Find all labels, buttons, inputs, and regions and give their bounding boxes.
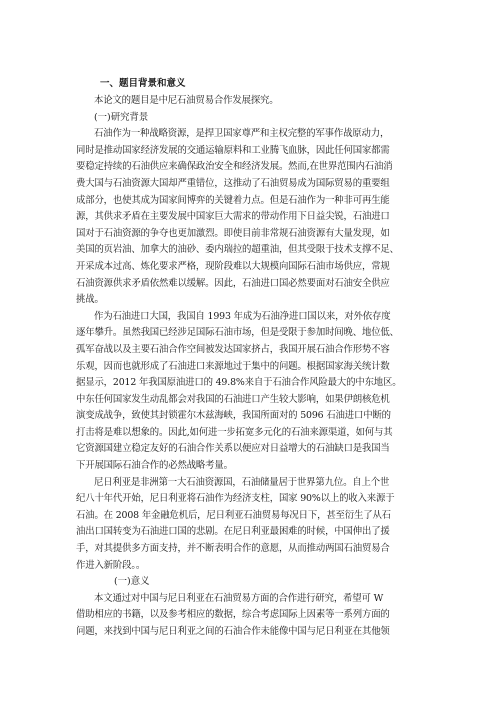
paragraph-line: 乐观，因而也就形成了石油进口来源地过于集中的问题。根据国家海关统计数 bbox=[76, 360, 390, 372]
paragraph-line: 石油作为一种战略资源，是捍卫国家尊严和主权完整的军事作战原动力， bbox=[94, 128, 390, 140]
paragraph-line: 逐年攀升。虽然我国已经涉足国际石油市场，但是受限于参加时间晚、地位低、 bbox=[76, 327, 399, 339]
paragraph-1 bbox=[76, 126, 440, 309]
paragraph-4 bbox=[76, 591, 440, 641]
paragraph-line: 费大国与石油资源大国却严重错位，这推动了石油贸易成为国际贸易的重要组 bbox=[76, 177, 390, 189]
paragraph-line: 打击将是难以想象的。因此,如何进一步拓宽多元化的石油来源渠道，如何与其 bbox=[76, 426, 393, 438]
paragraph-line: 作进入新阶段。。 bbox=[76, 559, 146, 571]
paragraph-line: 源，其供求矛盾在主要发展中国家巨大需求的带动作用下日益尖锐，石油进口 bbox=[76, 211, 390, 223]
paragraph-line: 它资源国建立稳定友好的石油合作关系以便应对日益增大的石油缺口是我国当 bbox=[76, 443, 390, 455]
paragraph-line: 本文通过对中国与尼日利亚在石油贸易方面的合作进行研究，希望可 W bbox=[94, 592, 384, 604]
paragraph-line: 手，对其提供多方面支持，并不断表明合作的意愿，从而推动两国石油贸易合 bbox=[76, 543, 390, 555]
paragraph-line: 中东任何国家发生动乱都会对我国的石油进口产生较大影响，如果伊朗核危机 bbox=[76, 393, 390, 405]
paragraph-line: 石油资源供求矛盾依然难以缓解。因此，石油进口国必然要面对石油安全供应 bbox=[76, 277, 390, 289]
paragraph-line: 据显示，2012 年我国原油进口的 49.8%来自于石油合作风险最大的中东地区。 bbox=[76, 377, 402, 389]
subsection-title-background: (一)研究背景 bbox=[94, 111, 149, 123]
subsection-title-significance: (一)意义 bbox=[114, 576, 150, 588]
paragraph-line: 孤军奋战以及主要石油合作空间被发达国家挤占，我国开展石油合作形势不容 bbox=[76, 343, 390, 355]
paragraph-line: 借助相应的书籍，以及参考相应的数据，综合考虑国际上因素等一系列方面的 bbox=[76, 609, 390, 621]
paragraph-3 bbox=[76, 475, 440, 575]
paragraph-line: 演变成战争，致使其封锁霍尔木兹海峡，我国所面对的 5096 石油进口中断的 bbox=[76, 410, 391, 422]
paragraph-line: 油出口国转变为石油进口国的悲剧。在尼日利亚最困难的时候，中国伸出了援 bbox=[76, 526, 390, 538]
paragraph-line: 问题，来找到中国与尼日利亚之间的石油合作未能像中国与尼日利亚在其他领 bbox=[76, 626, 390, 637]
paragraph-line: 石油。在 2008 年金融危机后，尼日利亚石油贸易每况日下，甚至衍生了从石 bbox=[76, 509, 391, 521]
paragraph-2 bbox=[76, 309, 440, 475]
paragraph-line: 作为石油进口大国，我国自 1993 年成为石油净进口国以来，对外依存度 bbox=[94, 310, 391, 322]
paragraph-line: 开采成本过高、炼化要求严格，现阶段难以大规模向国际石油市场供应，常规 bbox=[76, 260, 390, 272]
paragraph-line: 国对于石油资源的争夺也更加激烈。即使目前非常规石油资源有大量发现，如 bbox=[76, 227, 390, 239]
paragraph-line: 挑战。 bbox=[76, 294, 104, 306]
paragraph-line: 纪八十年代开始，尼日利亚将石油作为经济支柱，国家 90%以上的收入来源于 bbox=[76, 493, 395, 505]
document-body bbox=[76, 74, 440, 641]
intro-line: 本论文的题目是中尼石油贸易合作发展探究。 bbox=[94, 95, 279, 106]
section-heading: 一、题目背景和意义 bbox=[100, 78, 186, 89]
paragraph-line: 成部分，也使其成为国家间博弈的关键着力点。但是石油作为一种非可再生能 bbox=[76, 194, 390, 206]
paragraph-line: 美国的页岩油、加拿大的油砂、委内瑞拉的超重油，但其受限于技术支撑不足、 bbox=[76, 244, 399, 256]
paragraph-line: 同时是推动国家经济发展的交通运输原料和工业腾飞血脉，因此任何国家都需 bbox=[76, 144, 390, 156]
paragraph-line: 尼日利亚是非洲第一大石油资源国，石油储量居于世界第九位。自上个世 bbox=[94, 476, 390, 488]
paragraph-line: 要稳定持续的石油供应来确保政治安全和经济发展。然而,在世界范围内石油消 bbox=[76, 161, 393, 173]
paragraph-line: 下开展国际石油合作的必然战略考量。 bbox=[76, 460, 233, 472]
